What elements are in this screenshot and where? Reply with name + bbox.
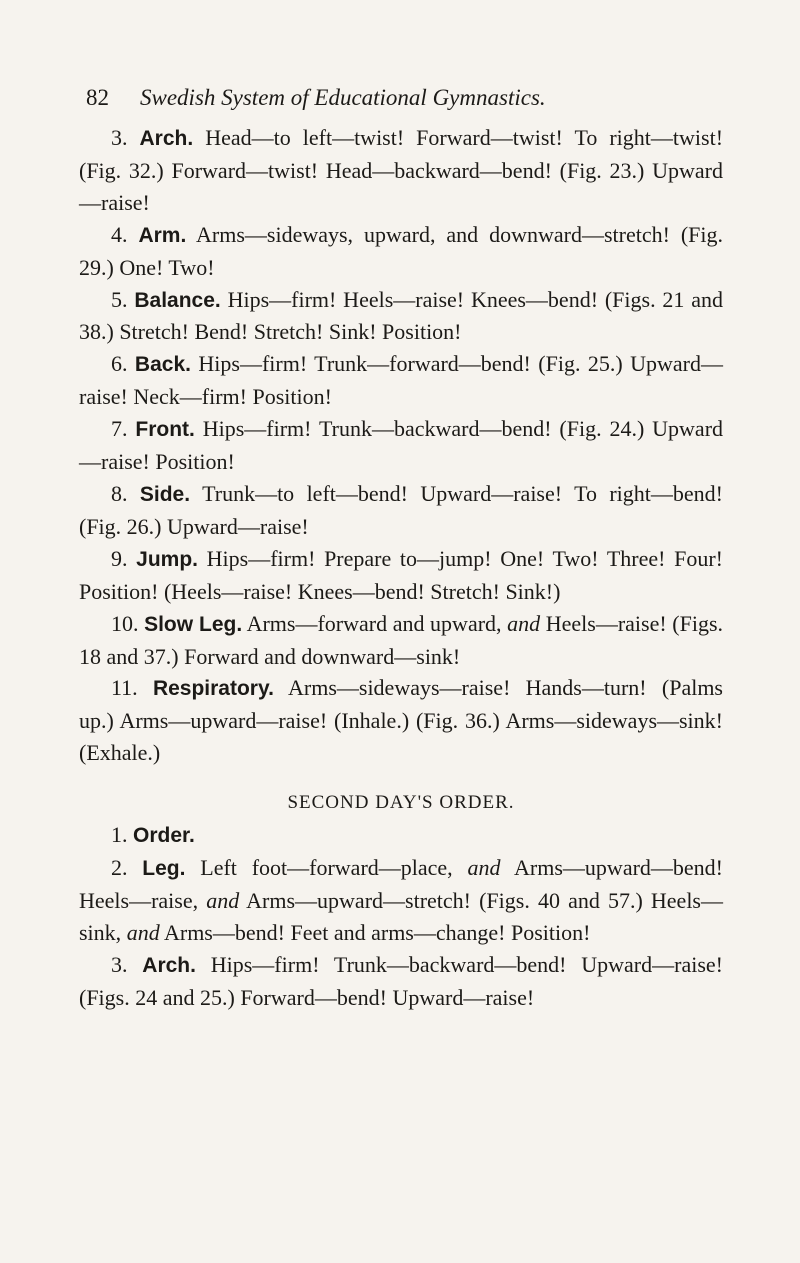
exercise-item-respiratory: 11. Respiratory. Arms—sideways—raise! Hands—turn! (Palms up.) Arms—upward—raise! (Inhale.) (Fig. 36.) Arms—sideways—sink! (Exhale.)	[79, 675, 723, 766]
exercise-title: Respiratory.	[152, 677, 274, 701]
exercise-text: Arms—upward—stretch! (Figs. 40 and 57.) Heels—sink,	[79, 887, 723, 945]
running-title: Swedish System of Educational Gymnastics.	[140, 85, 546, 110]
exercise-item-arch-2: 3. Arch. Hips—firm! Trunk—backward—bend! Upward—raise! (Figs. 24 and 25.) Forward—bend! Upward—raise!	[79, 951, 723, 1010]
exercise-item-arm: 4. Arm. Arms—sideways, upward, and downward—stretch! (Fig. 29.) One! Two!	[79, 221, 724, 280]
exercise-text: Hips—firm! Heels—raise! Knees—bend! (Figs. 21 and 38.) Stretch! Bend! Stretch! Sink! Position!	[79, 286, 724, 345]
exercise-text: Hips—firm! Trunk—backward—bend! (Fig. 24.) Upward—raise! Position!	[79, 416, 724, 475]
exercise-title: Back.	[134, 353, 191, 377]
exercise-item-arch: 3. Arch. Head—to left—twist! Forward—twist! To right—twist! (Fig. 32.) Forward—twist! Head—backward—bend! (Fig. 23.) Upward—raise!	[79, 125, 724, 215]
exercise-item-leg: 2. Leg. Left foot—forward—place, and Arms—upward—bend! Heels—raise, and Arms—upward—stretch! (Figs. 40 and 57.) Heels—sink, and Arms—bend! Feet and arms—change! Position!	[79, 854, 724, 945]
and-word: and	[467, 854, 501, 880]
exercise-text: Arms—bend! Feet and arms—change! Position!	[163, 919, 591, 945]
exercise-item-jump: 9. Jump. Hips—firm! Prepare to—jump! One! Two! Three! Four! Position! (Heels—raise! Knees—bend! Stretch! Sink!)	[79, 545, 723, 604]
and-word: and	[206, 887, 240, 913]
exercise-item-order: 1. Order.	[111, 822, 195, 848]
exercise-title: Slow Leg.	[144, 612, 243, 636]
exercise-text: Arms—forward and upward,	[246, 610, 502, 636]
page-number: 82	[86, 85, 109, 110]
exercise-title: Leg.	[142, 856, 186, 880]
exercise-text: Head—to left—twist! Forward—twist! To right—twist! (Fig. 32.) Forward—twist! Head—backward—bend! (Fig. 23.) Upward—raise!	[79, 125, 724, 215]
section-heading: SECOND DAY'S ORDER.	[287, 792, 515, 814]
exercise-text: Hips—firm! Trunk—forward—bend! (Fig. 25.) Upward—raise! Neck—firm! Position!	[79, 351, 724, 410]
exercise-title: Arch.	[142, 953, 196, 977]
exercise-item-slow-leg: 10. Slow Leg. Arms—forward and upward, and Heels—raise! (Figs. 18 and 37.) Forward and downward—sink!	[79, 610, 724, 669]
exercise-item-side: 8. Side. Trunk—to left—bend! Upward—raise! To right—bend! (Fig. 26.) Upward—raise!	[79, 480, 723, 539]
exercise-item-front: 7. Front. Hips—firm! Trunk—backward—bend! (Fig. 24.) Upward—raise! Position!	[79, 416, 724, 475]
exercise-item-back: 6. Back. Hips—firm! Trunk—forward—bend! (Fig. 25.) Upward—raise! Neck—firm! Position!	[79, 351, 724, 410]
and-word: and	[507, 610, 541, 636]
and-word: and	[126, 919, 160, 945]
exercise-title: Arch.	[139, 127, 194, 150]
exercise-title: Balance.	[134, 288, 221, 312]
exercise-text: Left foot—forward—place,	[200, 854, 453, 880]
exercise-title: Order.	[133, 824, 195, 848]
exercise-item-balance: 5. Balance. Hips—firm! Heels—raise! Knees—bend! (Figs. 21 and 38.) Stretch! Bend! Stretch! Sink! Position!	[79, 286, 724, 345]
exercise-title: Side.	[139, 482, 191, 506]
page-body	[79, 122, 723, 1013]
exercise-text: Trunk—to left—bend! Upward—raise! To right—bend! (Fig. 26.) Upward—raise!	[79, 480, 723, 539]
exercise-text: Hips—firm! Trunk—backward—bend! Upward—raise! (Figs. 24 and 25.) Forward—bend! Upward—raise!	[79, 951, 723, 1010]
exercise-text: Heels—raise! (Figs. 18 and 37.) Forward and downward—sink!	[79, 610, 724, 669]
exercise-text: Arms—sideways—raise! Hands—turn! (Palms up.) Arms—upward—raise! (Inhale.) (Fig. 36.) Arms—sideways—sink! (Exhale.)	[79, 675, 723, 766]
exercise-text: Arms—upward—bend! Heels—raise,	[79, 854, 724, 913]
exercise-text: Hips—firm! Prepare to—jump! One! Two! Three! Four! Position! (Heels—raise! Knees—bend! Stretch! Sink!)	[79, 545, 723, 604]
exercise-title: Jump.	[136, 547, 198, 571]
exercise-text: Arms—sideways, upward, and downward—stretch! (Fig. 29.) One! Two!	[79, 221, 724, 280]
exercise-title: Front.	[135, 418, 195, 442]
exercise-title: Arm.	[138, 223, 187, 247]
